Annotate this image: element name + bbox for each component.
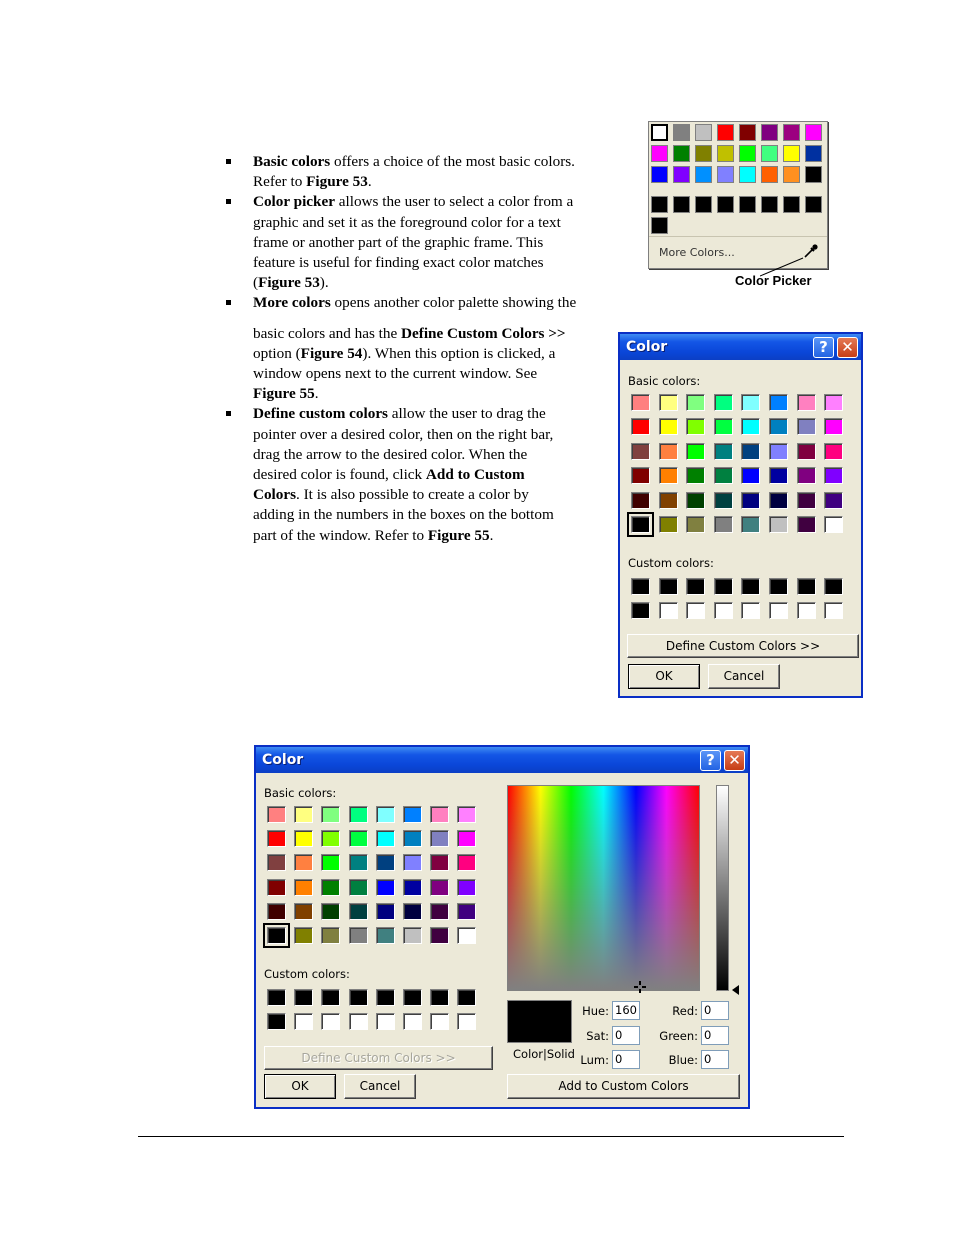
- color-swatch[interactable]: [457, 903, 476, 920]
- bullet-marker: [226, 159, 231, 164]
- color-swatch[interactable]: [294, 830, 313, 847]
- popup-color-swatch[interactable]: [761, 145, 778, 162]
- lum-label: Lum:: [580, 1053, 609, 1067]
- more-colors-label: More Colors...: [659, 246, 735, 259]
- color-swatch[interactable]: [631, 467, 650, 484]
- color-swatch[interactable]: [430, 806, 449, 823]
- term-define-custom-colors: Define custom colors: [253, 405, 388, 423]
- color-picker-popup: [648, 121, 828, 269]
- popup-color-swatch[interactable]: [805, 145, 822, 162]
- popup-recent-swatch[interactable]: [673, 196, 690, 213]
- color-swatch[interactable]: [430, 903, 449, 920]
- color-swatch[interactable]: [376, 879, 395, 896]
- popup-color-swatch[interactable]: [739, 166, 756, 183]
- popup-color-swatch[interactable]: [805, 124, 822, 141]
- color-swatch[interactable]: [376, 1013, 395, 1030]
- ok-button[interactable]: OK: [628, 664, 700, 689]
- luminosity-arrow-icon[interactable]: [732, 985, 739, 995]
- color-picker-caption: Color Picker: [735, 273, 812, 288]
- custom-colors-label: Custom colors:: [628, 556, 714, 570]
- color-swatch[interactable]: [321, 1013, 340, 1030]
- basic-colors-label: Basic colors:: [628, 374, 701, 388]
- color-swatch[interactable]: [403, 927, 422, 944]
- color-swatch[interactable]: [457, 1013, 476, 1030]
- color-swatch[interactable]: [741, 394, 760, 411]
- popup-recent-swatch[interactable]: [695, 196, 712, 213]
- basic-colors-label: Basic colors:: [264, 786, 337, 800]
- color-swatch[interactable]: [321, 830, 340, 847]
- color-swatch[interactable]: [686, 602, 705, 619]
- color-swatch[interactable]: [376, 854, 395, 871]
- color-solid-label: Color|Solid: [513, 1047, 575, 1061]
- close-button[interactable]: ✕: [837, 337, 858, 358]
- popup-color-swatch[interactable]: [673, 145, 690, 162]
- color-swatch[interactable]: [321, 854, 340, 871]
- color-swatch[interactable]: [631, 602, 650, 619]
- color-swatch[interactable]: [714, 578, 733, 595]
- color-swatch[interactable]: [741, 467, 760, 484]
- color-swatch[interactable]: [376, 927, 395, 944]
- color-swatch[interactable]: [267, 989, 286, 1006]
- bullet-more-colors: More colors opens another color palette showing the: [226, 293, 621, 313]
- color-swatch[interactable]: [430, 879, 449, 896]
- hue-field[interactable]: 160: [612, 1001, 640, 1020]
- color-swatch[interactable]: [714, 394, 733, 411]
- color-swatch[interactable]: [659, 418, 678, 435]
- color-swatch[interactable]: [797, 516, 816, 533]
- color-swatch[interactable]: [321, 903, 340, 920]
- color-swatch[interactable]: [824, 394, 843, 411]
- define-custom-colors-button[interactable]: Define Custom Colors >>: [627, 634, 859, 658]
- color-swatch[interactable]: [349, 854, 368, 871]
- color-swatch[interactable]: [267, 1013, 286, 1030]
- color-swatch[interactable]: [659, 578, 678, 595]
- color-swatch[interactable]: [797, 467, 816, 484]
- popup-color-swatch[interactable]: [739, 145, 756, 162]
- popup-color-swatch[interactable]: [739, 124, 756, 141]
- color-swatch[interactable]: [824, 467, 843, 484]
- custom-colors-label: Custom colors:: [264, 967, 350, 981]
- color-swatch[interactable]: [741, 443, 760, 460]
- color-swatch[interactable]: [376, 989, 395, 1006]
- color-swatch[interactable]: [686, 418, 705, 435]
- color-swatch[interactable]: [430, 830, 449, 847]
- color-swatch[interactable]: [430, 927, 449, 944]
- color-swatch[interactable]: [769, 602, 788, 619]
- blue-field[interactable]: 0: [701, 1050, 729, 1069]
- color-swatch[interactable]: [403, 830, 422, 847]
- bullet-more-colors-continued: basic colors and has the Define Custom Colors >> option (Figure 54). When this option is clicked, a window opens next to the current window. See Figure 55.: [253, 324, 566, 403]
- color-swatch[interactable]: [659, 516, 678, 533]
- color-swatch[interactable]: [714, 516, 733, 533]
- color-swatch[interactable]: [824, 516, 843, 533]
- popup-color-swatch[interactable]: [673, 166, 690, 183]
- color-swatch[interactable]: [631, 492, 650, 509]
- popup-color-swatch[interactable]: [695, 124, 712, 141]
- term-more-colors: More colors: [253, 294, 331, 312]
- color-dialog-small: [618, 332, 863, 698]
- title-bar: [256, 747, 748, 773]
- color-swatch[interactable]: [631, 418, 650, 435]
- cancel-button[interactable]: Cancel: [708, 664, 780, 689]
- popup-color-swatch[interactable]: [783, 124, 800, 141]
- color-swatch[interactable]: [321, 879, 340, 896]
- popup-recent-swatch[interactable]: [761, 196, 778, 213]
- red-field[interactable]: 0: [701, 1001, 729, 1020]
- color-swatch[interactable]: [824, 443, 843, 460]
- figure-ref: Figure 53: [306, 173, 368, 191]
- color-swatch[interactable]: [797, 394, 816, 411]
- figure-ref: Figure 53: [258, 274, 320, 292]
- color-swatch[interactable]: [267, 879, 286, 896]
- popup-color-swatch[interactable]: [717, 166, 734, 183]
- color-swatch[interactable]: [797, 418, 816, 435]
- color-swatch[interactable]: [430, 1013, 449, 1030]
- color-swatch[interactable]: [769, 516, 788, 533]
- color-swatch[interactable]: [714, 492, 733, 509]
- color-swatch[interactable]: [769, 467, 788, 484]
- popup-color-swatch[interactable]: [783, 166, 800, 183]
- body-text: [226, 152, 621, 546]
- color-solid-preview: [507, 1000, 572, 1043]
- color-swatch[interactable]: [659, 443, 678, 460]
- color-swatch[interactable]: [797, 602, 816, 619]
- bullet-marker: [226, 199, 231, 204]
- popup-recent-swatch[interactable]: [783, 196, 800, 213]
- color-swatch[interactable]: [321, 989, 340, 1006]
- color-swatch[interactable]: [824, 418, 843, 435]
- crosshair-cursor-icon[interactable]: [634, 981, 646, 993]
- luminosity-slider[interactable]: [716, 785, 729, 991]
- color-swatch[interactable]: [267, 830, 286, 847]
- color-swatch[interactable]: [824, 492, 843, 509]
- color-swatch[interactable]: [631, 578, 650, 595]
- popup-color-swatch[interactable]: [673, 124, 690, 141]
- figure-ref: Figure 55: [253, 385, 315, 403]
- color-swatch[interactable]: [294, 806, 313, 823]
- color-swatch[interactable]: [349, 927, 368, 944]
- color-swatch[interactable]: [659, 467, 678, 484]
- sat-field[interactable]: 0: [612, 1026, 640, 1045]
- popup-color-swatch[interactable]: [761, 124, 778, 141]
- hue-label: Hue:: [582, 1004, 609, 1018]
- bullet-basic-colors: Basic colors offers a choice of the most basic colors. Refer to Figure 53.: [226, 152, 621, 192]
- popup-color-swatch[interactable]: [651, 166, 668, 183]
- color-swatch[interactable]: [741, 492, 760, 509]
- color-swatch[interactable]: [321, 806, 340, 823]
- color-swatch[interactable]: [376, 806, 395, 823]
- color-swatch[interactable]: [686, 467, 705, 484]
- figure-ref: Figure 54: [300, 344, 363, 362]
- color-swatch[interactable]: [797, 443, 816, 460]
- color-swatch[interactable]: [769, 418, 788, 435]
- color-swatch[interactable]: [349, 903, 368, 920]
- color-swatch[interactable]: [349, 879, 368, 896]
- color-swatch[interactable]: [294, 989, 313, 1006]
- color-swatch[interactable]: [294, 879, 313, 896]
- color-swatch[interactable]: [457, 989, 476, 1006]
- color-swatch[interactable]: [797, 492, 816, 509]
- color-swatch[interactable]: [659, 602, 678, 619]
- title-bar: [620, 334, 861, 360]
- footer-rule: [138, 1136, 844, 1137]
- color-swatch[interactable]: [769, 578, 788, 595]
- color-swatch[interactable]: [631, 443, 650, 460]
- color-swatch[interactable]: [824, 602, 843, 619]
- color-swatch[interactable]: [376, 903, 395, 920]
- color-swatch[interactable]: [457, 927, 476, 944]
- color-swatch[interactable]: [430, 854, 449, 871]
- bullet-marker: [226, 300, 231, 305]
- color-swatch[interactable]: [267, 927, 286, 944]
- color-swatch[interactable]: [267, 903, 286, 920]
- help-button[interactable]: ?: [813, 337, 834, 358]
- color-swatch[interactable]: [349, 989, 368, 1006]
- color-swatch[interactable]: [294, 903, 313, 920]
- popup-color-swatch[interactable]: [805, 166, 822, 183]
- color-swatch[interactable]: [321, 927, 340, 944]
- color-swatch[interactable]: [403, 806, 422, 823]
- color-swatch[interactable]: [294, 1013, 313, 1030]
- cancel-button[interactable]: Cancel: [344, 1074, 416, 1099]
- color-swatch[interactable]: [659, 492, 678, 509]
- close-button[interactable]: ✕: [724, 750, 745, 771]
- color-swatch[interactable]: [430, 989, 449, 1006]
- color-swatch[interactable]: [403, 854, 422, 871]
- color-swatch[interactable]: [631, 394, 650, 411]
- color-swatch[interactable]: [824, 578, 843, 595]
- color-spectrum-matrix[interactable]: [507, 785, 700, 991]
- popup-color-swatch[interactable]: [717, 145, 734, 162]
- color-swatch[interactable]: [769, 394, 788, 411]
- color-swatch[interactable]: [686, 443, 705, 460]
- popup-recent-swatch[interactable]: [739, 196, 756, 213]
- color-swatch[interactable]: [349, 830, 368, 847]
- color-swatch[interactable]: [267, 806, 286, 823]
- color-swatch[interactable]: [741, 602, 760, 619]
- color-swatch[interactable]: [457, 854, 476, 871]
- popup-recent-swatch[interactable]: [651, 217, 668, 234]
- popup-color-swatch[interactable]: [717, 124, 734, 141]
- color-swatch[interactable]: [376, 830, 395, 847]
- define-custom-colors-button-disabled: Define Custom Colors >>: [264, 1046, 493, 1070]
- color-swatch[interactable]: [659, 394, 678, 411]
- bullet-define-custom-colors: Define custom colors allow the user to drag the pointer over a desired color, then on the right bar, drag the arrow to the desired color. When the desired color is found, click Add to Custom Colors. It is also possible to create a color by adding in the numbers in the boxes on the bottom part of the window. Refer to Figure 55.: [226, 404, 621, 545]
- lum-field[interactable]: 0: [612, 1050, 640, 1069]
- bullet-marker: [226, 411, 231, 416]
- color-swatch[interactable]: [403, 903, 422, 920]
- popup-color-swatch[interactable]: [695, 166, 712, 183]
- term-basic-colors: Basic colors: [253, 153, 331, 170]
- color-swatch[interactable]: [403, 879, 422, 896]
- color-swatch[interactable]: [349, 1013, 368, 1030]
- color-swatch[interactable]: [294, 927, 313, 944]
- color-swatch[interactable]: [403, 989, 422, 1006]
- popup-color-swatch[interactable]: [783, 145, 800, 162]
- color-swatch[interactable]: [741, 418, 760, 435]
- blue-label: Blue:: [668, 1053, 698, 1067]
- ok-button[interactable]: OK: [264, 1074, 336, 1099]
- color-swatch[interactable]: [769, 443, 788, 460]
- popup-color-swatch[interactable]: [651, 124, 668, 141]
- popup-color-swatch[interactable]: [695, 145, 712, 162]
- color-swatch[interactable]: [403, 1013, 422, 1030]
- popup-recent-swatch[interactable]: [651, 196, 668, 213]
- color-swatch[interactable]: [631, 516, 650, 533]
- color-swatch[interactable]: [457, 806, 476, 823]
- color-swatch[interactable]: [714, 467, 733, 484]
- color-swatch[interactable]: [714, 418, 733, 435]
- dialog-title: Color: [262, 752, 304, 768]
- popup-color-swatch[interactable]: [761, 166, 778, 183]
- color-swatch[interactable]: [686, 578, 705, 595]
- color-swatch[interactable]: [349, 806, 368, 823]
- color-swatch[interactable]: [714, 443, 733, 460]
- figure-ref: Figure 55: [427, 526, 490, 544]
- popup-color-swatch[interactable]: [651, 145, 668, 162]
- popup-recent-swatch[interactable]: [805, 196, 822, 213]
- color-swatch[interactable]: [457, 879, 476, 896]
- color-swatch[interactable]: [769, 492, 788, 509]
- color-swatch[interactable]: [267, 854, 286, 871]
- red-label: Red:: [672, 1004, 698, 1018]
- term-color-picker: Color picker: [253, 193, 335, 211]
- color-dialog-expanded: [254, 745, 750, 1109]
- color-swatch[interactable]: [686, 394, 705, 411]
- color-swatch[interactable]: [741, 578, 760, 595]
- color-swatch[interactable]: [686, 516, 705, 533]
- add-to-custom-colors-button[interactable]: Add to Custom Colors: [507, 1074, 740, 1099]
- sat-label: Sat:: [586, 1029, 609, 1043]
- green-field[interactable]: 0: [701, 1026, 729, 1045]
- dialog-title: Color: [626, 339, 668, 355]
- color-swatch[interactable]: [714, 602, 733, 619]
- color-swatch[interactable]: [686, 492, 705, 509]
- color-swatch[interactable]: [457, 830, 476, 847]
- color-swatch[interactable]: [741, 516, 760, 533]
- color-swatch[interactable]: [797, 578, 816, 595]
- bullet-color-picker: Color picker allows the user to select a color from a graphic and set it as the foreground color for a text frame or another part of the graphic frame. This feature is useful for finding exact color matches (Figure 53).: [226, 192, 621, 293]
- popup-recent-swatch[interactable]: [717, 196, 734, 213]
- eyedropper-icon[interactable]: [803, 243, 819, 259]
- help-button[interactable]: ?: [700, 750, 721, 771]
- green-label: Green:: [659, 1029, 698, 1043]
- color-swatch[interactable]: [294, 854, 313, 871]
